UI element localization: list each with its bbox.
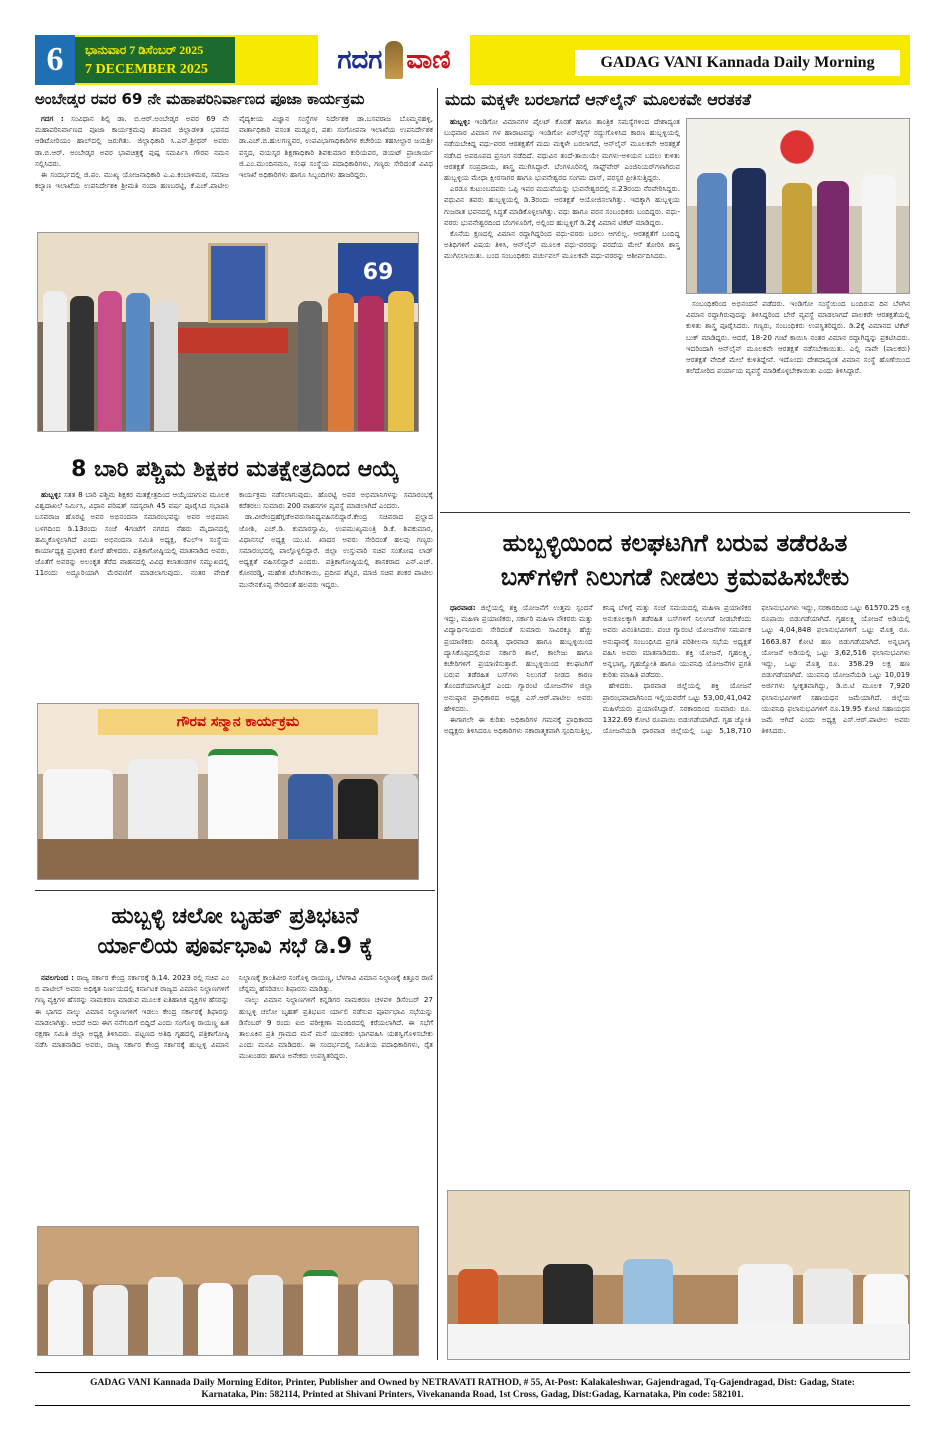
headline-line: ರ್ಯಾಲಿಯ ಪೂರ್ವಭಾವಿ ಸಭೆ ಡಿ.9 ಕ್ಕೆ (97, 934, 373, 959)
table (38, 839, 418, 879)
person (248, 1275, 283, 1355)
paragraph: ಎರಡೂ ಕುಟುಂಬದವರು ಒಪ್ಪಿ ಇವರ ಮದುವೆಯನ್ನು ಭುವನೇಶ್ವರದಲ್ಲಿ ನ.23ರಂದು ನೆರವೇರಿಸಿದ್ದರು. ವಧುವಿನ ತವರು ಹುಬ್ಬಳ್ಳಿಯಲ್ಲಿ ಡಿ.3ರಂದು ಆರತಕ್ಷತೆ ಆಯೋಜಿಸಲಾಗಿತ್ತು. ಇದಕ್ಕಾಗಿ ಹುಬ್ಬಳ್ಳಿಯ ಗುಜರಾತ ಭವನದಲ್ಲಿ ಸಿದ್ಧತೆ ಮಾಡಿಕೊಳ್ಳಲಾಗಿತ್ತು. ವಧು ಹಾಗೂ ವರನ ಸಂಬಂಧಿಕರು ಬಂದಿದ್ದರು. ವಧು-ವರರು ಭುವನೇಶ್ವರದಿಂದ ಬೆಂಗಳೂರಿಗೆ, ಅಲ್ಲಿಂದ ಹುಬ್ಬಳ್ಳಿಗೆ ಡಿ.2ಕ್ಕೆ ವಿಮಾನ ಟಿಕೆಟ್ ಮಾಡಿದ್ದರು. (444, 184, 680, 227)
dateline: ಹುಬ್ಬಳ್ಳಿ: (41, 490, 62, 499)
person (732, 168, 766, 293)
person (98, 291, 122, 431)
headline-line: ಬಸ್‌ಗಳಿಗೆ ನಿಲುಗಡೆ ನೀಡಲು ಕ್ರಮವಹಿಸಬೇಕು (500, 563, 850, 591)
statue-icon (385, 41, 403, 79)
dateline: ಧಾರವಾಡ: (450, 603, 476, 612)
article-body-online-reception-cont (686, 298, 910, 502)
paragraph: ನಾಲ್ಕು ವಿಮಾನ ನಿಲ್ದಾಣಗಳಿಗೆ ಕನ್ನಡಿಗರ ನಾಮಕರಣ ಚಳವಳಿ ಡಿಸೆಂಬರ್ 27 ಹುಬ್ಬಳ್ಳಿ ಚಲೋ ಬೃಹತ್ ಪ್ರತಿಭಟನ ರ್ಯಾಲಿ ನಡೆಸುವ ಪೂರ್ವಭಾವಿ ಸಭೆಯನ್ನು ಡಿಸೆಂಬರ್ 9 ರಂದು ಐಬಿ ಪರೀಕ್ಷಣಾ ಮಂದಿರದಲ್ಲಿ ಕರೆಯಲಾಗಿದೆ. ಈ ಸಭೆಗೆ ತಾಲೂಕಿನ ಪ್ರತಿ ಗ್ರಾಮದ ಮನೆ ಮನೆ ಯುವಕರು ಭಾಗವಹಿಸಿ ಯಶಸ್ವಿಗೊಳಿಸಬೇಕು ಎಂದು ಮನವಿ ಮಾಡಿದರು. ಈ ಸಂದರ್ಭದಲ್ಲಿ ಸಮಿತಿಯ ಪದಾಧಿಕಾರಿಗಳು, ರೈತ ಮುಖಂಡರು ಹಾಗೂ ಅನೇಕರು ಉಪಸ್ಥಿತರಿದ್ದರು. (239, 995, 433, 1061)
person (126, 293, 150, 431)
person (303, 1270, 338, 1355)
headline-hubballi-chalo (35, 902, 435, 962)
person (298, 301, 322, 431)
column-divider (437, 88, 438, 1360)
paragraph: ಜಿಲ್ಲೆಯಲ್ಲಿ ಶಕ್ತಿ ಯೋಜನೆಗೆ ಉತ್ತಮ ಸ್ಪಂದನೆ ಇದ್ದು, ಮಹಿಳಾ ಪ್ರಯಾಣಿಕರು, ಸರ್ಕಾರಿ ಮಹಿಳಾ ನೌಕರರು ಮತ್ತು ವಿದ್ಯಾರ್ಥಿನಿಯರು ಸೇರಿದಂತೆ ಸುಮಾರು ಸಾವಿರಕ್ಕೂ ಹೆಚ್ಚು ಪ್ರಯಾಣಿಕರು ದಿನನಿತ್ಯ ಧಾರವಾಡ ಹಾಗೂ ಹುಬ್ಬಳ್ಳಿಯಿಂದ ದ್ಯಾಸಿಕೊಪ್ಪದಲ್ಲಿರುವ ಸರ್ಕಾರಿ ಶಾಲೆ, ಕಾಲೇಜು ಹಾಗೂ ಕಚೇರಿಗಳಿಗೆ ಪ್ರಯಾಣಿಸುತ್ತಾರೆ. ಹುಬ್ಬಳ್ಳಿಯಿಂದ ಕಲಘಟಗಿಗೆ ಬರುವ ತಡೆರಹಿತ ಬಸ್‌ಗಳು ನಿಲುಗಡೆ ನೀಡದ ಕಾರಣ ತೊಂದರೆಯಾಗುತ್ತಿದೆ ಎಂದು ಗ್ಯಾರಂಟಿ ಯೋಜನೆಗಳ ಜಿಲ್ಲಾ ಅನುಷ್ಠಾನ ಪ್ರಾಧಿಕಾರದ ಅಧ್ಯಕ್ಷ ಎಸ್.ಆರ್.ಪಾಟೀಲ ಅವರು ಹೇಳಿದರು. (444, 603, 593, 713)
person (388, 291, 414, 431)
headline-teachers-constituency: 8 ಬಾರಿ ಪಶ್ಚಿಮ ಶಿಕ್ಷಕರ ಮತಕ್ಷೇತ್ರದಿಂದ ಆಯ್ಕೆ (71, 457, 399, 482)
article-body-ambedkar (35, 113, 433, 228)
person (154, 301, 178, 431)
decoration (747, 127, 847, 167)
newspaper-logo (318, 35, 470, 85)
headline-bus-stop (440, 526, 910, 594)
person (358, 1280, 393, 1355)
photo-banner: ಗೌರವ ಸನ್ಮಾನ ಕಾರ್ಯಕ್ರಮ (98, 709, 378, 735)
person (817, 181, 849, 293)
person (70, 296, 94, 431)
paragraph: ಈಗಾಗಲೇ ಈ ಕುರಿತು ಅಧಿಕಾರಿಗಳ ಗಮನಕ್ಕೆ ಪ್ರಾಧಿಕಾರದ ಅಧ್ಯಕ್ಷರು ತಿಳಿಸಿದರೂ ಅಧಿಕಾರಿಗಳು ಸಕಾರಾತ್ಮಕವಾಗಿ ಸ್ಪಂದಿಸುತ್ತಿಲ್ಲ. ಕನಿಷ್ಠ ಬೆಳಿಗ್ಗೆ ಮತ್ತು ಸಂಜೆ ಸಮಯದಲ್ಲಿ ಮಹಿಳಾ ಪ್ರಯಾಣಿಕರ ಅನುಕೂಲಕ್ಕಾಗಿ ತಡೆರಹಿತ ಬಸ್‌ಗಳಿಗೆ ನಿಲುಗಡೆ ನೀಡಬೇಕೆಂದು ಅವರು ವಿನಂತಿಸಿದರು. ಪಂಚ ಗ್ಯಾರಂಟಿ ಯೋಜನೆಗಳ ಸಮರ್ಪಕ ಅನುಷ್ಠಾನಕ್ಕೆ ಸಂಬಂಧಿಸಿದ ಪ್ರಗತಿ ಪರಿಶೀಲನಾ ಸಭೆಯ ಅಧ್ಯಕ್ಷತೆ ವಹಿಸಿ ಅವರು ಮಾತನಾಡಿದರು. ಶಕ್ತಿ ಯೋಜನೆ, ಗೃಹಲಕ್ಷ್ಮಿ, ಅನ್ನಭಾಗ್ಯ, ಗೃಹಜ್ಯೋತಿ ಹಾಗೂ ಯುವನಿಧಿ ಯೋಜನೆಗಳ ಪ್ರಗತಿ ಕುರಿತು ಮಾಹಿತಿ ಪಡೆದರು. (444, 603, 752, 736)
paragraph: ಇಂಡಿಗೋ ವಿಮಾನಗಳ ಪೈಲಟ್ ಕೊರತೆ ಹಾಗೂ ತಾಂತ್ರಿಕ ಸಮಸ್ಯೆಗಳಿಂದ ದೇಶಾದ್ಯಂತ ಬುಧವಾರ ವಿಮಾನ ಗಳ ಹಾರಾಟವನ್ನು ಇಂಡಿಗೋ ಏರ್‌ಲೈನ್ಸ್ ರದ್ದುಗೊಳಿಸಿದ ಕಾರಣ ಹುಬ್ಬಳ್ಳಿಯಲ್ಲಿ ನಡೆಯಬೇಕಿದ್ದ ವಧು-ವರರ ಆರತಕ್ಷತೆಗೆ ಮದು ಮಕ್ಕಳೇ ಬರಲಾಗದೆ, ಆನ್‌ಲೈನ್ ಮೂಲಕವೇ ಆರತಕ್ಷತೆ ನಡೆಸಿದ ಅಪರೂಪದ ಪ್ರಸಂಗ ನಡೆದಿದೆ. ವಧುವಿನ ತಂದೆ-ತಾಯಿಯೇ ಮಗಳು-ಅಳಿಯನ ಬದಲು ಕುಳಿತು ಆರತಕ್ಷತೆ ಸಂಪ್ರದಾಯ, ಶಾಸ್ತ್ರ ಮುಗಿಸಿದ್ದಾರೆ. ಬೆಂಗಳೂರಿನಲ್ಲಿ ಸಾಫ್ಟ್‌ವೇರ್ ಎಂಜಿನಿಯರ್‌ಗಳಾಗಿರುವ ಹುಬ್ಬಳ್ಳಿಯ ಮೇಧಾ ಕ್ಷೀರಸಾಗರ ಹಾಗೂ ಭುವನೇಶ್ವರದ ಸಂಗಮ ದಾಸ್, ಪರಸ್ಪರ ಪ್ರೀತಿಸುತ್ತಿದ್ದರು. (444, 117, 680, 183)
paragraph: ರಾಜ್ಯ ಸರ್ಕಾರ ಕೇಂದ್ರ ಸರ್ಕಾರಕ್ಕೆ ಡಿ.14. 2023 ರಲ್ಲಿ ಸಚಿವ ಎಂ ಬಿ ಪಾಟೀಲ್ ಅವರು ಅಧಿಕೃತ ನಿರ್ಣಯದಲ್ಲಿ ಕರ್ನಾಟಕ ರಾಜ್ಯದ ವಿಮಾನ ನಿಲ್ದಾಣಗಳಿಗೆ ಗಣ್ಯ ವ್ಯಕ್ತಿಗಳ ಹೆಸರನ್ನು ನಾಮಕರಣ ಮಾಡುವ ಮೂಲಕ ಐತಿಹಾಸಿಕ ವ್ಯಕ್ತಿಗಳ ಹೆಸರನ್ನು ಈ ಭಾಗದ ನಾಲ್ಕು ವಿಮಾನ ನಿಲ್ದಾಣಗಳಿಗೆ ಇಡಲು ಕೇಂದ್ರ ಸರ್ಕಾರಕ್ಕೆ ಶಿಫಾರಸ್ಸು ಮಾಡಲಾಗಿತ್ತು. ಆದರೆ ಅದು ಈಗ ನನೆಗುದಿಗೆ ಬಿದ್ದಿದೆ ಎಂದು ಸಂಗೊಳ್ಳಿ ರಾಯಣ್ಣ ಹಿತ ರಕ್ಷಣಾ ಸಮಿತಿ ಜಿಲ್ಲಾ ಅಧ್ಯಕ್ಷ ತಿಳಿಸಿದರು. ಪಟ್ಟಣದ ಅತಿಥಿ ಗೃಹದಲ್ಲಿ ಪತ್ರಿಕಾಗೋಷ್ಠಿ ನಡೆಸಿ ಮಾತನಾಡಿದ ಅವರು, ರಾಜ್ಯ ಸರ್ಕಾರ ಕೇಂದ್ರ ಸರ್ಕಾರಕ್ಕೆ ಹುಬ್ಬಳ್ಳಿ ವಿಮಾನ ನಿಲ್ದಾಣಕ್ಕೆ ಕ್ರಾಂತಿವೀರ ಸಂಗೊಳ್ಳಿ ರಾಯಣ್ಣ, ಬೆಳಗಾವಿ ವಿಮಾನ ನಿಲ್ದಾಣಕ್ಕೆ ಕಿತ್ತೂರ ರಾಣಿ ಚೆನ್ನಮ್ಮ ಹೆಸರಿಡಲು ಶಿಫಾರಸು ಮಾಡಿತ್ತು. (35, 973, 433, 1050)
person (328, 293, 354, 431)
dateline: ಗದಗ : (41, 114, 64, 123)
imprint-footer (35, 1372, 910, 1406)
logo-text-vani: ವಾಣಿ (406, 44, 451, 75)
issue-date (75, 37, 235, 83)
photo-reception (686, 118, 910, 294)
article-body-bus-stop (444, 602, 910, 1184)
paragraph: ಡಾ.ವೀರೇಂದ್ರಹೆಗ್ಗಡೆಅವರುಸಾನಿಧ್ಯವಹಿಸಲಿದ್ದಾರೆ.ಕೇಂದ್ರ ಸಚಿವರಾದ ಪ್ರಲ್ಹಾದ ಜೋಶಿ, ಎಚ್.ಡಿ. ಕುಮಾರಸ್ವಾಮಿ, ಉಪಮುಖ್ಯಮಂತ್ರಿ ಡಿ.ಕೆ. ಶಿವಕುಮಾರ, ವಿಧಾನಸಭೆ ಅಧ್ಯಕ್ಷ ಯು.ಟಿ. ಖಾದರ ಅವರು ಸೇರಿದಂತೆ ಹಲವು ಗಣ್ಯರು ಸಮಾರಂಭದಲ್ಲಿ ಪಾಲ್ಗೊಳ್ಳಲಿದ್ದಾರೆ. ಜಿಲ್ಲಾ ಉಸ್ತುವಾರಿ ಸಚಿವ ಸಂತೋಷ ಲಾಡ್ ಅಧ್ಯಕ್ಷತೆ ವಹಿಸಲಿದ್ದಾರೆ ಎಂದರು. ಪತ್ರಿಕಾಗೋಷ್ಠಿಯಲ್ಲಿ ಶಾಸಕರಾದ ಎನ್.ಎಚ್. ಕೋನರಡ್ಡಿ, ಮಹೇಶ ಟೆಂಗಿನಕಾಯಿ, ಪ್ರದೀಪ ಶೆಟ್ಟರ, ಮಾಜಿ ಸಚಿವ ಶಂಕರ ಪಾಟೀಲ ಮುನೇನಕೊಪ್ಪ ಸೇರಿದಂತೆ ಹಲವರು ಇದ್ದರು. (239, 512, 433, 589)
paragraph: ಸಂವಿಧಾನ ಶಿಲ್ಪಿ ಡಾ. ಬಿ.ಆರ್.ಅಂಬೇಡ್ಕರ ಅವರ 69 ನೇ ಮಹಾಪರಿನಿರ್ವಾಣದ ಪೂಜಾ ಕಾರ್ಯಕ್ರಮವು ಶನಿವಾರ ಜಿಲ್ಲಾಡಳಿತ ಭವನದ ಆಡಿಟೋರಿಯಂ ಹಾಲ್‌ದಲ್ಲಿ ಜರುಗಿತು. ಜಿಲ್ಲಾಧಿಕಾರಿ ಸಿ.ಎನ್.ಶ್ರೀಧರ್ ಅವರು ಡಾ.ಬಿ.ಆರ್. ಅಂಬೇಡ್ಕರ ಅವರ ಭಾವಚಿತ್ರಕ್ಕೆ ಪುಷ್ಪ ಸಮರ್ಪಿಸಿ ಗೌರವ ನಮನ ಸಲ್ಲಿಸಿದರು. (35, 114, 230, 168)
person (358, 296, 384, 431)
divider (35, 890, 435, 891)
paragraph: ಕೊನೆಯ ಕ್ಷಣದಲ್ಲಿ ವಿಮಾನ ರದ್ದಾಗಿದ್ದರಿಂದ ವಧು-ವರರು ಬರಲು ಆಗಲಿಲ್ಲ. ಆರತಕ್ಷತೆಗೆ ಬಂದಿದ್ದ ಅತಿಥಿಗಳಿಗೆ ವಿಷಯ ತಿಳಿಸಿ, ಆನ್‌ಲೈನ್ ಮೂಲಕ ವಧು-ವರರನ್ನು ಪರದೆಯ ಮೇಲೆ ತೋರಿಸಿ ಶಾಸ್ತ್ರ ಮುಗಿಸಲಾಯಿತು. ಬಂದ ಸಂಬಂಧಿಕರು ವರ್ಚುವಲ್ ಮೂಲಕವೇ ವಧು-ವರರನ್ನು ಆಶೀರ್ವದಿಸಿದರು. (444, 229, 680, 261)
headline-line: ಹುಬ್ಬಳ್ಳಿ ಚಲೋ ಬೃಹತ್ ಪ್ರತಿಭಟನೆ (111, 904, 359, 929)
person (48, 1280, 83, 1355)
tagline: GADAG VANI Kannada Daily Morning (575, 50, 900, 76)
person (782, 183, 812, 293)
photo-press-meet (37, 703, 419, 880)
imprint-line: Karnataka, Pin: 582114, Printed at Shivani Printers, Vivekananda Road, 1st Cross, Gadag, Dist:Gadag, Karnataka, Pin code: 582101. (201, 1390, 744, 1400)
dateline: ನವಲಗುಂದ : (41, 973, 75, 982)
photo-banner: 69 (338, 243, 418, 303)
date-english: 7 DECEMBER 2025 (85, 62, 208, 77)
person (93, 1285, 128, 1355)
headline-online-reception: ಮದು ಮಕ್ಕಳೇ ಬರಲಾಗದೆ ಆನ್‌ಲೈನ್ ಮೂಲಕವೇ ಆರತಕತೆ (445, 90, 752, 109)
person (198, 1283, 233, 1355)
article-body-teachers-constituency (35, 489, 433, 699)
article-body-online-reception (444, 116, 680, 502)
headline-ambedkar: ಅಂಬೇಡ್ಕರ ರವರ 69 ನೇ ಮಹಾಪರಿನಿರ್ವಾಣದ ಪೂಜಾ ಕಾರ್ಯಕ್ರಮ (35, 90, 365, 108)
person (43, 291, 67, 431)
dateline: ಹುಬ್ಬಳ್ಳಿ: (450, 117, 471, 126)
table (448, 1324, 909, 1359)
imprint-line: GADAG VANI Kannada Daily Morning Editor, Printer, Publisher and Owned by NETRAVATI RATHOD, # 55, At-Post: Kalakaleshwar, Gajendragad, Tq-Gajendragad, Dist: Gadag, State: (90, 1378, 855, 1388)
photo-ambedkar-tribute (37, 232, 419, 432)
paragraph: ಸಂಬಂಧಿಕರಿಂದ ಅಭಿನಂದನೆ ಪಡೆದರು. ಇಂಡಿಗೋ ಸಂಸ್ಥೆಯಿಂದ ಬಂದಿರುವ ದಿನ ಬೆಳಗಿನ ವಿಮಾನ ರದ್ದಾಗಿರುವುದನ್ನು ತಿಳಿಸಿದ್ದರಿಂದ ಬೇರೆ ವ್ಯವಸ್ಥೆ ಮಾಡಲಾಗದೆ ಪಾಲಕರೇ ಆರತಕ್ಷತೆಯಲ್ಲಿ ಕುಳಿತು ಶಾಸ್ತ್ರ ಪೂರೈಸಿದರು. ಗಣ್ಯರು, ಸಂಬಂಧಿಕರು ಉಪಸ್ಥಿತರಿದ್ದರು. ಡಿ.2ಕ್ಕೆ ವಿಮಾನದ ಟಿಕೆಟ್ ಬುಕ್ ಮಾಡಿದ್ದರು. ಆದರೆ, 18-20 ಗಂಟೆ ಕಾಯಿಸಿ ನಂತರ ವಿಮಾನ ರದ್ದಾಗಿದ್ದನ್ನು ಪ್ರಕಟಿಸಿದರು. ಇದರಿಂದಾಗಿ ಆನ್‌ಲೈನ್ ಮೂಲಕವೇ ಆರತಕ್ಷತೆ ನಡೆಸಬೇಕಾಯಿತು. ಎಲ್ಲಿ ನಾವೇ (ಪಾಲಕರು) ಆರತಕ್ಷತೆ ವೇದಿಕೆ ಮೇಲೆ ಕುಳಿತಿದ್ದೇವೆ. ಇದೊಂದು ದೇಶದಾದ್ಯಂತ ವಿಮಾನ ಸಂಸ್ಥೆ ಹೊಣೆಯಿಂದ ತಲೆದೋರಿದ ಪರ್ಯಾಯ ವ್ಯವಸ್ಥೆ ಮಾಡಿಕೊಳ್ಳಬೇಕಾಯಿತು ಎಂದು ತಿಳಿಸಿದ್ದಾರೆ. (686, 299, 910, 376)
portrait-frame (208, 243, 268, 323)
paragraph: ಸತತ 8 ಬಾರಿ ಪಶ್ಚಿಮ ಶಿಕ್ಷಕರ ಮತಕ್ಷೇತ್ರದಿಂದ ಆಯ್ಕೆಯಾಗುವ ಮೂಲಕ ವಿಶ್ವದಾಖಲೆ ನಿರ್ಮಿಸಿ, ವಿಧಾನ ಪರಿಷತ್ ಸದಸ್ಯರಾಗಿ 45 ವರ್ಷ ಪೂರೈಸಿದ ಸಭಾಪತಿ ಬಸವರಾಜ ಹೊರಟ್ಟಿ ಅವರ ಅಭಿನಂದನಾ ಸಮಾರಂಭವನ್ನು ಅವರ ಅಭಿಮಾನಿ ಬಳಗದಿಂದ ಡಿ.13ರಂದು ಸಂಜೆ 4ಗಂಟೆಗೆ ನಗರದ ನೆಹರು ಮೈದಾನದಲ್ಲಿ ಹಮ್ಮಿಕೊಳ್ಳಲಾಗಿದೆ ಎಂದು ಅಭಿನಂದನಾ ಸಮಿತಿ ಅಧ್ಯಕ್ಷ, ಕೆಎಲ್‌ಇ ಸಂಸ್ಥೆಯ ಕಾರ್ಯಾಧ್ಯಕ್ಷ ಪ್ರಭಾಕರ ಕೋರೆ ಹೇಳಿದರು. ಪತ್ರಿಕಾಗೋಷ್ಠಿಯಲ್ಲಿ ಮಾತನಾಡಿದ ಅವರು, ಜೊತೆಗೆ ಅವರನ್ನು ಅಲಂಕೃತ ತೆರೆದ ವಾಹನದಲ್ಲಿ ವಿವಿಧ ಕಲಾತಂಡಗಳ ಸಮ್ಮುಖದಲ್ಲಿ 11ರಂದು ಅದ್ದೂರಿಯಾಗಿ ಮೆರವಣಿಗೆ ಮಾಡಲಾಗುವುದು. ನಂತರ ವೇದಿಕೆ ಕಾರ್ಯಕ್ರಮ ನಡೆಸಲಾಗುವುದು. ಹೊರಟ್ಟಿ ಅವರ ಅಭಿಮಾನಿಗಳನ್ನು ಸಮಾರಂಭಕ್ಕೆ ಕರೆತರಲು ಸುಮಾರು 200 ವಾಹನಗಳ ವ್ಯವಸ್ಥೆ ಮಾಡಲಾಗಿದೆ ಎಂದರು. (35, 490, 433, 578)
paragraph: ಹೇಳಿದರು. ಧಾರವಾಡ ಜಿಲ್ಲೆಯಲ್ಲಿ ಶಕ್ತಿ ಯೋಜನೆ ಪ್ರಾರಂಭವಾದಾಗಿನಿಂದ ಇಲ್ಲಿಯವರೆಗೆ ಒಟ್ಟು 53,00,41,042 ಮಹಿಳೆಯರು ಪ್ರಯಾಣಿಸಿದ್ದಾರೆ. ಸರಕಾರದಿಂದ ಸುಮಾರು ರೂ. 1322.69 ಕೋಟಿ ರೂಪಾಯಿ ಬಿಡುಗಡೆಯಾಗಿದೆ. ಗೃಹ ಜ್ಯೋತಿ ಯೋಜನೆಯಡಿ ಧಾರವಾಡ ಜಿಲ್ಲೆಯಲ್ಲಿ ಒಟ್ಟು 5,18,710 ಫಲಾನುಭವಿಗಳು ಇದ್ದು, ಸರಕಾರದಿಂದ ಒಟ್ಟು 61570.25 ಲಕ್ಷ ರೂಪಾಯಿ ಬಿಡುಗಡೆಯಾಗಿದೆ. ಗೃಹಲಕ್ಷ್ಮಿ ಯೋಜನೆ ಅಡಿಯಲ್ಲಿ ಒಟ್ಟು 4,04,848 ಫಲಾನುಭವಿಗಳಿಗೆ ಒಟ್ಟು ಮೊತ್ತ ರೂ. 1663.87 ಕೋಟಿ ಹಣ ಬಿಡುಗಡೆಯಾಗಿದೆ. ಅನ್ನಭಾಗ್ಯ ಯೋಜನೆ ಅಡಿಯಲ್ಲಿ ಒಟ್ಟು 3,62,516 ಫಲಾನುಭವಿಗಳು ಇದ್ದು, ಒಟ್ಟು ಮೊತ್ತ ರೂ. 358.29 ಲಕ್ಷ ಹಣ ಬಿಡುಗಡೆಯಾಗಿದೆ. ಯುವನಿಧಿ ಯೋಜನೆಯಡಿ ಒಟ್ಟು 10,019 ಅರ್ಜಿಗಳು ಸ್ವೀಕೃತವಾಗಿದ್ದು, ಡಿ.ಬಿ.ಟಿ ಮೂಲಕ 7,920 ಫಲಾನುಭವಿಗಳಿಗೆ ಸಹಾಯಧನ ಜಮೆಯಾಗಿದೆ. ಜಿಲ್ಲೆಯ ಯುವನಿಧಿ ಫಲಾನುಭವಿಗಳಿಗೆ ರೂ.19.95 ಕೋಟಿ ಸಹಾಯಧನ ಜಮೆ ಆಗಿದೆ ಎಂದು ಅಧ್ಯಕ್ಷ ಎಸ್.ಆರ್.ಪಾಟೀಲ ಅವರು ತಿಳಿಸಿದರು. (602, 603, 910, 736)
person (697, 173, 727, 293)
article-body-hubballi-chalo (35, 972, 433, 1220)
page-number: 6 (35, 35, 75, 85)
divider (440, 512, 910, 513)
person (148, 1277, 183, 1355)
person (862, 175, 896, 293)
date-kannada: ಭಾನುವಾರ 7 ಡಿಸೆಂಬರ್ 2025 (85, 43, 204, 57)
photo-review-meeting (447, 1190, 910, 1360)
flower-table (178, 328, 288, 353)
logo-text-gadag: ಗದಗ (337, 44, 383, 75)
photo-meeting (37, 1226, 419, 1356)
paragraph: ಈ ಸಂದರ್ಭದಲ್ಲಿ ಜಿ.ಪಂ. ಮುಖ್ಯ ಯೋಜನಾಧಿಕಾರಿ ಎ.ಎ.ಕಂಬಾಳಿಮಠ, ಸಮಾಜ ಕಲ್ಯಾಣ ಇಲಾಖೆಯ ಉಪನಿರ್ದೇಶಕಿ ಶ್ರೀಮತಿ ನಂದಾ ಹಣಬರಟ್ಟಿ, ಕೆ.ಎಚ್.ಪಾಟೀಲ ವೈದ್ಯಕೀಯ ವಿಜ್ಞಾನ ಸಂಸ್ಥೆಗಳ ನಿರ್ದೇಶಕ ಡಾ.ಬಸವರಾಜ ಬೊಮ್ಮನಹಳ್ಳಿ, ವಾರ್ತಾಧಿಕಾರಿ ವಸಂತ ಮಡ್ಲೂರ, ಪಶು ಸಂಗೋಪನಾ ಇಲಾಖೆಯ ಉಪನಿರ್ದೇಶಕ ಡಾ.ಎಚ್.ಬಿ.ಹುಲಗಣ್ಣವರ, ಉಪವಿಭಾಗಾಧಿಕಾರಿಗಳ ಕಚೇರಿಯ ತಹಸೀಲ್ದಾರ ಜಯಶ್ರೀ ವಸ್ತದ, ವಯಸ್ಕರ ಶಿಕ್ಷಣಾಧಿಕಾರಿ ಶಿವಕುಮಾರ ಕುರಿಯವರ, ಡಯಟ್ ಪ್ರಾಚಾರ್ಯ ಜಿ.ಎಂ.ಮುಂದಿನಮನಿ, ಸಂಘ ಸಂಸ್ಥೆಯ ಪದಾಧಿಕಾರಿಗಳು, ಗಣ್ಯರು ಸೇರಿದಂತೆ ವಿವಿಧ ಇಲಾಖೆ ಅಧಿಕಾರಿಗಳು ಹಾಗೂ ಸಿಬ್ಬಂದಿಗಳು ಹಾಜರಿದ್ದರು. (35, 114, 433, 191)
headline-line: ಹುಬ್ಬಳ್ಳಿಯಿಂದ ಕಲಘಟಗಿಗೆ ಬರುವ ತಡೆರಹಿತ (502, 529, 848, 557)
